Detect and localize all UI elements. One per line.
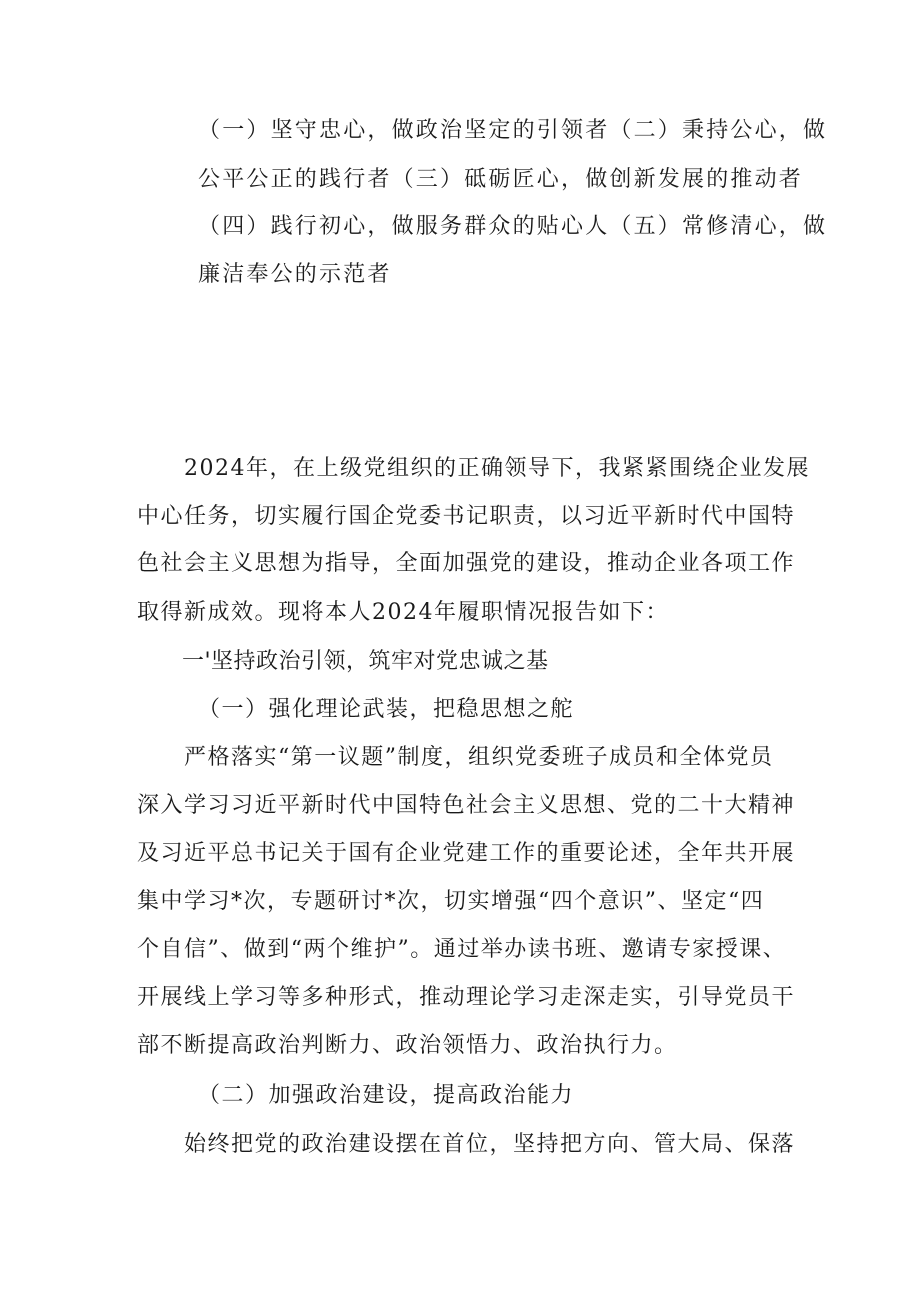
paragraph-line: 个自信”、做到“两个维护”。通过举办读书班、邀请专家授课、	[137, 937, 787, 962]
paragraph-line: 2024年，在上级党组织的正确领导下，我紧紧围绕企业发展	[184, 456, 810, 481]
paragraph-line: 色社会主义思想为指导，全面加强党的建设，推动企业各项工作	[137, 551, 796, 576]
section-heading: 一'坚持政治引领，筑牢对党忠诚之基	[182, 649, 549, 674]
paragraph-line: 中心任务，切实履行国企党委书记职责，以习近平新时代中国特	[137, 504, 796, 529]
toc-line: 廉洁奉公的示范者	[198, 262, 392, 287]
paragraph-line: 集中学习*次，专题研讨*次，切实增强“四个意识”、坚定“四	[137, 889, 765, 914]
toc-line: （四）践行初心，做服务群众的贴心人（五）常修清心，做	[198, 214, 828, 239]
subsection-heading: （二）加强政治建设，提高政治能力	[198, 1083, 575, 1108]
subsection-heading: （一）强化理论武装，把稳思想之舵	[198, 697, 575, 722]
paragraph-line: 严格落实“第一议题”制度，组织党委班子成员和全体党员	[184, 745, 774, 770]
paragraph-line: 深入学习习近平新时代中国特色社会主义思想、党的二十大精神	[137, 793, 796, 818]
paragraph-line: 取得新成效。现将本人2024年履职情况报告如下：	[137, 600, 669, 625]
paragraph-line: 开展线上学习等多种形式，推动理论学习走深走实，引导党员干	[137, 985, 796, 1010]
paragraph-line: 部不断提高政治判断力、政治领悟力、政治执行力。	[137, 1033, 678, 1058]
toc-line: 公平公正的践行者（三）砥砺匠心，做创新发展的推动者	[198, 167, 804, 192]
paragraph-line: 始终把党的政治建设摆在首位，坚持把方向、管大局、保落	[184, 1132, 796, 1157]
paragraph-line: 及习近平总书记关于国有企业党建工作的重要论述，全年共开展	[137, 841, 796, 866]
toc-line: （一）坚守忠心，做政治坚定的引领者（二）秉持公心，做	[198, 118, 828, 143]
